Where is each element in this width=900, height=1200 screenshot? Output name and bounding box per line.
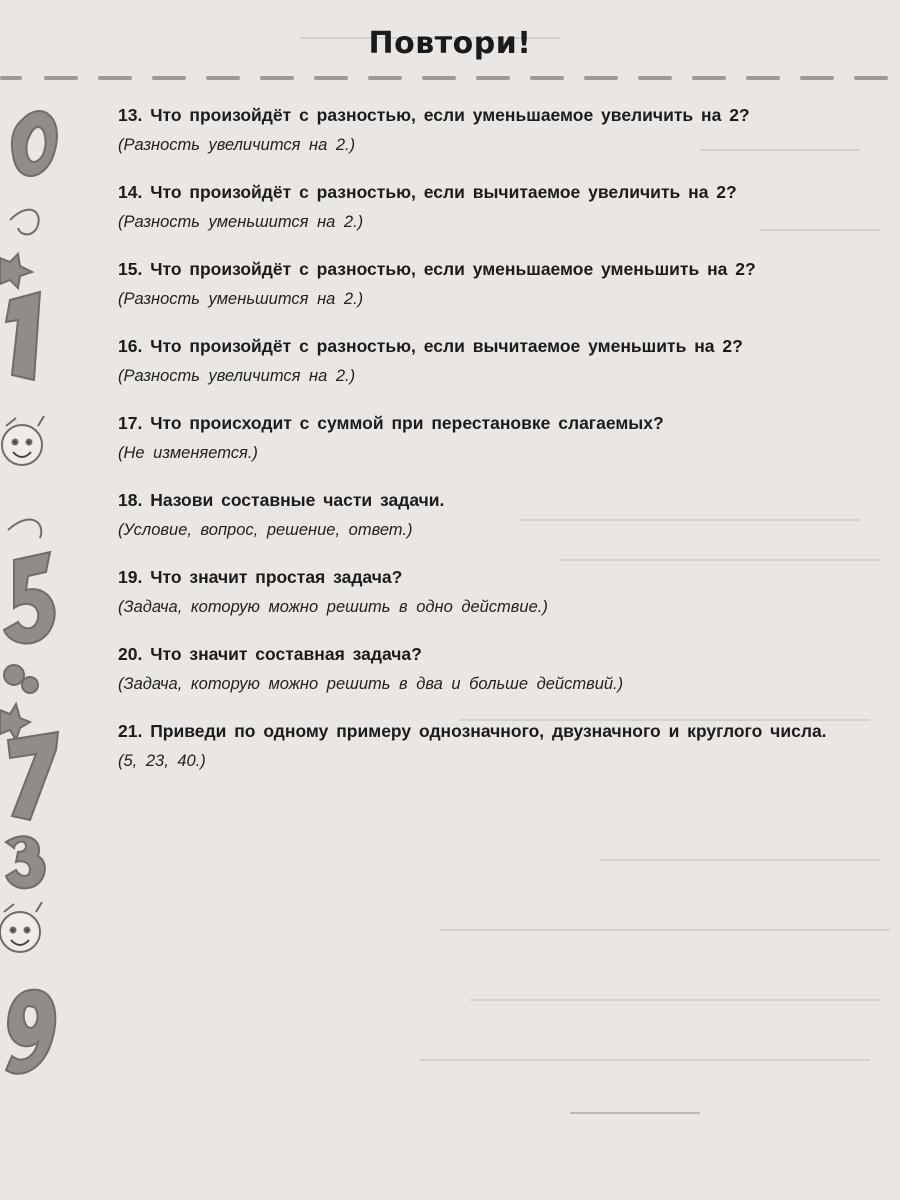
question-item-20 [118, 641, 838, 697]
page-title: Повтори! [368, 26, 532, 61]
question-item-13 [118, 102, 838, 158]
question-list [118, 102, 838, 795]
question-text: 17. Что происходит с суммой при перестановке слагаемых? [118, 413, 664, 433]
question-item-18 [118, 487, 838, 543]
answer-text: (5, 23, 40.) [118, 752, 206, 770]
answer-text: (Не изменяется.) [118, 444, 258, 462]
title-dash-divider [0, 74, 900, 82]
answer-text: (Разность увеличится на 2.) [118, 136, 356, 154]
answer-text: (Разность уменьшится на 2.) [118, 290, 364, 308]
question-item-17 [118, 410, 838, 466]
question-item-16 [118, 333, 838, 389]
margin-digit-illustrations [0, 90, 80, 1110]
question-item-14 [118, 179, 838, 235]
question-text: 20. Что значит составная задача? [118, 644, 422, 664]
question-text: 13. Что произойдёт с разностью, если уменьшаемое увеличить на 2? [118, 105, 750, 125]
question-text: 16. Что произойдёт с разностью, если вычитаемое уменьшить на 2? [118, 336, 743, 356]
answer-text: (Задача, которую можно решить в два и больше действий.) [118, 675, 624, 693]
question-text: 19. Что значит простая задача? [118, 567, 403, 587]
question-item-19 [118, 564, 838, 620]
question-text: 15. Что произойдёт с разностью, если уменьшаемое уменьшить на 2? [118, 259, 756, 279]
answer-text: (Задача, которую можно решить в одно действие.) [118, 598, 548, 616]
question-item-15 [118, 256, 838, 312]
answer-text: (Разность увеличится на 2.) [118, 367, 356, 385]
question-text: 18. Назови составные части задачи. [118, 490, 445, 510]
answer-text: (Разность уменьшится на 2.) [118, 213, 364, 231]
question-item-21 [118, 718, 838, 774]
question-text: 14. Что произойдёт с разностью, если вычитаемое увеличить на 2? [118, 182, 737, 202]
question-text: 21. Приведи по одному примеру однозначного, двузначного и круглого числа. [118, 721, 827, 741]
answer-text: (Условие, вопрос, решение, ответ.) [118, 521, 413, 539]
